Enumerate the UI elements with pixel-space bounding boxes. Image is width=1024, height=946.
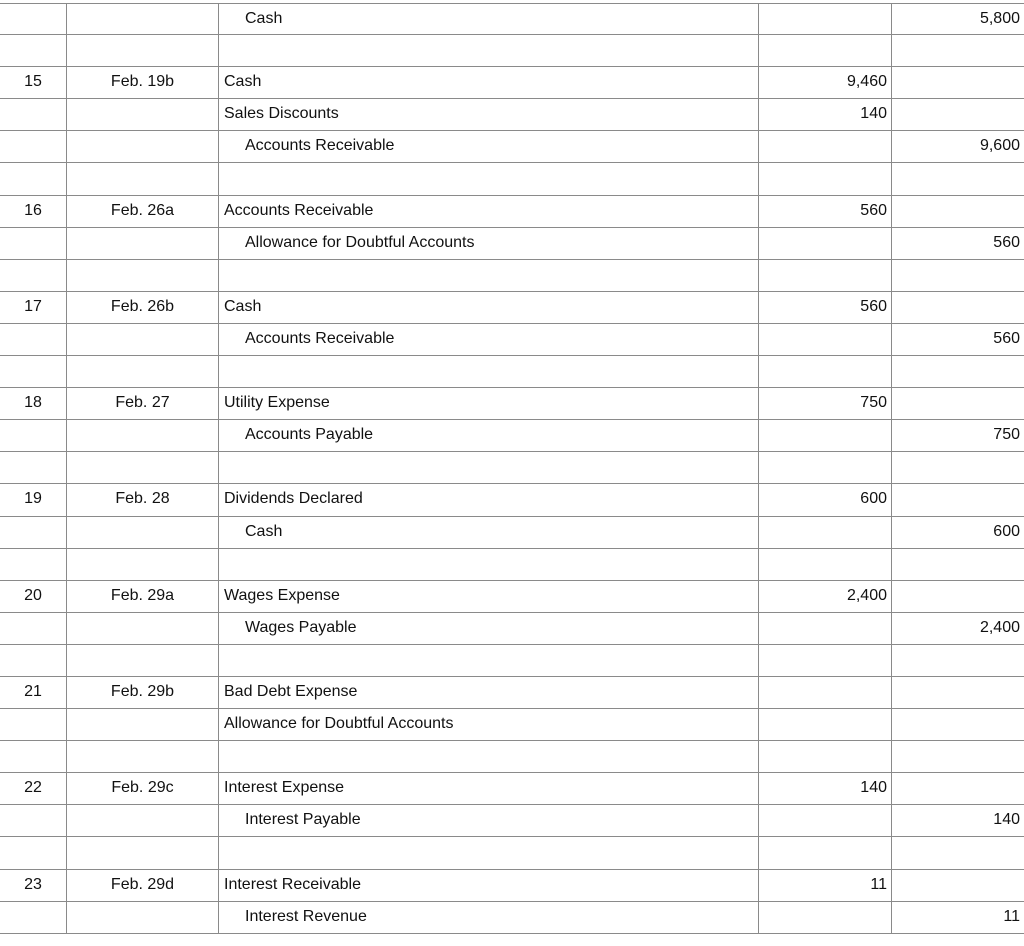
- debit-cell[interactable]: [759, 260, 892, 291]
- debit-cell[interactable]: [759, 228, 892, 259]
- table-row: [0, 452, 1024, 484]
- entry-number-cell[interactable]: [0, 805, 67, 836]
- credit-cell[interactable]: [892, 549, 1024, 580]
- entry-number-cell[interactable]: [0, 837, 67, 868]
- debit-cell[interactable]: 9,460: [759, 67, 892, 98]
- debit-cell[interactable]: 560: [759, 292, 892, 323]
- date-cell[interactable]: [67, 131, 219, 162]
- account-cell[interactable]: Utility Expense: [219, 388, 759, 419]
- account-cell[interactable]: Accounts Receivable: [219, 324, 759, 355]
- date-cell[interactable]: [67, 99, 219, 130]
- debit-cell[interactable]: [759, 902, 892, 933]
- table-row: [0, 581, 1024, 613]
- table-row: [0, 196, 1024, 228]
- account-cell[interactable]: Accounts Payable: [219, 420, 759, 451]
- account-cell[interactable]: [219, 163, 759, 194]
- date-cell[interactable]: Feb. 29b: [67, 677, 219, 708]
- entry-number-cell[interactable]: [0, 4, 67, 34]
- date-cell[interactable]: Feb. 19b: [67, 67, 219, 98]
- table-row: [0, 805, 1024, 837]
- entry-number-cell[interactable]: 21: [0, 677, 67, 708]
- table-row: [0, 677, 1024, 709]
- debit-cell[interactable]: [759, 131, 892, 162]
- credit-cell[interactable]: 600: [993, 522, 1020, 540]
- credit-cell[interactable]: 560: [993, 233, 1020, 251]
- entry-number-cell[interactable]: [0, 613, 67, 644]
- date-cell[interactable]: [67, 709, 219, 740]
- debit-cell[interactable]: [759, 677, 892, 708]
- table-row: [0, 870, 1024, 902]
- table-row: [0, 131, 1024, 163]
- entry-number-cell[interactable]: 16: [0, 196, 67, 227]
- account-cell[interactable]: [219, 35, 759, 66]
- debit-cell[interactable]: [759, 324, 892, 355]
- debit-cell[interactable]: [759, 645, 892, 676]
- credit-cell[interactable]: [892, 741, 1024, 772]
- entry-number-cell[interactable]: [0, 163, 67, 194]
- entry-number-cell[interactable]: [0, 517, 67, 548]
- debit-cell[interactable]: [759, 356, 892, 387]
- date-cell[interactable]: Feb. 26b: [67, 292, 219, 323]
- table-row: [0, 741, 1024, 773]
- debit-cell[interactable]: [759, 613, 892, 644]
- entry-number-cell[interactable]: [0, 741, 67, 772]
- entry-number-cell[interactable]: [0, 645, 67, 676]
- account-cell[interactable]: Interest Receivable: [219, 870, 759, 901]
- credit-cell[interactable]: [892, 709, 1024, 740]
- credit-cell[interactable]: [892, 99, 1024, 130]
- date-cell[interactable]: [67, 35, 219, 66]
- table-row: [0, 420, 1024, 452]
- date-cell[interactable]: [67, 837, 219, 868]
- debit-cell[interactable]: 560: [759, 196, 892, 227]
- credit-cell[interactable]: 750: [993, 426, 1020, 444]
- table-row: [0, 99, 1024, 131]
- credit-cell[interactable]: [892, 196, 1024, 227]
- entry-number-cell[interactable]: 15: [0, 67, 67, 98]
- account-cell[interactable]: Cash: [219, 292, 759, 323]
- entry-number-cell[interactable]: [0, 324, 67, 355]
- entry-number-cell[interactable]: [0, 452, 67, 483]
- debit-cell[interactable]: [759, 837, 892, 868]
- debit-cell[interactable]: [759, 35, 892, 66]
- credit-cell[interactable]: [892, 581, 1024, 612]
- debit-cell[interactable]: 11: [759, 870, 892, 901]
- debit-cell[interactable]: 140: [759, 773, 892, 804]
- date-cell[interactable]: [67, 228, 219, 259]
- credit-cell[interactable]: [892, 260, 1024, 291]
- entry-number-cell[interactable]: [0, 35, 67, 66]
- date-cell[interactable]: Feb. 29a: [67, 581, 219, 612]
- credit-cell[interactable]: [892, 677, 1024, 708]
- entry-number-cell[interactable]: [0, 228, 67, 259]
- account-cell[interactable]: Allowance for Doubtful Accounts: [219, 709, 759, 740]
- table-row: [0, 709, 1024, 741]
- debit-cell[interactable]: 140: [759, 99, 892, 130]
- credit-cell[interactable]: 560: [993, 329, 1020, 347]
- account-cell[interactable]: Dividends Declared: [219, 484, 759, 515]
- account-cell[interactable]: Cash: [219, 67, 759, 98]
- table-row: [0, 484, 1024, 516]
- debit-cell[interactable]: [759, 805, 892, 836]
- account-cell[interactable]: Interest Revenue: [219, 902, 759, 933]
- entry-number-cell[interactable]: 19: [0, 484, 67, 515]
- date-cell[interactable]: [67, 452, 219, 483]
- date-cell[interactable]: [67, 356, 219, 387]
- entry-number-cell[interactable]: [0, 420, 67, 451]
- credit-cell[interactable]: [892, 292, 1024, 323]
- account-cell[interactable]: Bad Debt Expense: [219, 677, 759, 708]
- table-row: [0, 902, 1024, 934]
- credit-cell[interactable]: [892, 870, 1024, 901]
- debit-cell[interactable]: 750: [759, 388, 892, 419]
- debit-cell[interactable]: [759, 549, 892, 580]
- date-cell[interactable]: Feb. 26a: [67, 196, 219, 227]
- account-cell[interactable]: Allowance for Doubtful Accounts: [219, 228, 759, 259]
- account-cell[interactable]: [219, 549, 759, 580]
- entry-number-cell[interactable]: [0, 131, 67, 162]
- debit-cell[interactable]: [759, 517, 892, 548]
- entry-number-cell[interactable]: 20: [0, 581, 67, 612]
- credit-cell[interactable]: 5,800: [979, 10, 1020, 27]
- table-row: [0, 228, 1024, 260]
- credit-cell[interactable]: [892, 356, 1024, 387]
- account-cell[interactable]: Wages Payable: [219, 613, 759, 644]
- table-row: [0, 388, 1024, 420]
- table-row: [0, 517, 1024, 549]
- entry-number-cell[interactable]: 17: [0, 292, 67, 323]
- date-cell[interactable]: Feb. 28: [67, 484, 219, 515]
- table-row: [0, 549, 1024, 581]
- date-cell[interactable]: [67, 902, 219, 933]
- date-cell[interactable]: [67, 324, 219, 355]
- account-cell[interactable]: Interest Payable: [219, 805, 759, 836]
- entry-number-cell[interactable]: 18: [0, 388, 67, 419]
- journal-table: [0, 3, 1024, 934]
- date-cell[interactable]: [67, 613, 219, 644]
- account-cell[interactable]: [219, 356, 759, 387]
- account-cell[interactable]: Accounts Receivable: [219, 196, 759, 227]
- credit-cell[interactable]: 2,400: [979, 618, 1020, 636]
- account-cell[interactable]: [219, 645, 759, 676]
- account-cell[interactable]: Cash: [219, 4, 759, 34]
- date-cell[interactable]: [67, 645, 219, 676]
- debit-cell[interactable]: [759, 452, 892, 483]
- account-cell[interactable]: [219, 260, 759, 291]
- debit-cell[interactable]: [759, 4, 892, 34]
- date-cell[interactable]: [67, 741, 219, 772]
- table-row: [0, 163, 1024, 195]
- table-row: [0, 613, 1024, 645]
- table-row: [0, 35, 1024, 67]
- date-cell[interactable]: [67, 805, 219, 836]
- date-cell[interactable]: [67, 420, 219, 451]
- account-cell[interactable]: Sales Discounts: [219, 99, 759, 130]
- table-row: [0, 3, 1024, 35]
- entry-number-cell[interactable]: [0, 549, 67, 580]
- account-cell[interactable]: Interest Expense: [219, 773, 759, 804]
- date-cell[interactable]: [67, 260, 219, 291]
- account-cell[interactable]: Accounts Receivable: [219, 131, 759, 162]
- credit-cell[interactable]: [892, 837, 1024, 868]
- entry-number-cell[interactable]: 23: [0, 870, 67, 901]
- table-row: [0, 324, 1024, 356]
- debit-cell[interactable]: [759, 163, 892, 194]
- date-cell[interactable]: [67, 4, 219, 34]
- account-cell[interactable]: [219, 837, 759, 868]
- table-row: [0, 260, 1024, 292]
- date-cell[interactable]: Feb. 29c: [67, 773, 219, 804]
- debit-cell[interactable]: [759, 709, 892, 740]
- credit-cell[interactable]: 11: [1003, 907, 1020, 925]
- account-cell[interactable]: [219, 741, 759, 772]
- debit-cell[interactable]: 2,400: [759, 581, 892, 612]
- entry-number-cell[interactable]: [0, 709, 67, 740]
- entry-number-cell[interactable]: [0, 356, 67, 387]
- entry-number-cell[interactable]: [0, 902, 67, 933]
- date-cell[interactable]: Feb. 29d: [67, 870, 219, 901]
- entry-number-cell[interactable]: [0, 99, 67, 130]
- table-row: [0, 292, 1024, 324]
- table-row: [0, 773, 1024, 805]
- table-row: [0, 837, 1024, 869]
- table-row: [0, 67, 1024, 99]
- credit-cell[interactable]: [892, 645, 1024, 676]
- entry-number-cell[interactable]: [0, 260, 67, 291]
- account-cell[interactable]: Cash: [219, 517, 759, 548]
- date-cell[interactable]: Feb. 27: [67, 388, 219, 419]
- debit-cell[interactable]: [759, 741, 892, 772]
- credit-cell[interactable]: [892, 773, 1024, 804]
- credit-cell[interactable]: [892, 484, 1024, 515]
- account-cell[interactable]: Wages Expense: [219, 581, 759, 612]
- credit-cell[interactable]: [892, 388, 1024, 419]
- debit-cell[interactable]: 600: [759, 484, 892, 515]
- table-row: [0, 645, 1024, 677]
- credit-cell[interactable]: [892, 163, 1024, 194]
- entry-number-cell[interactable]: 22: [0, 773, 67, 804]
- date-cell[interactable]: [67, 517, 219, 548]
- debit-cell[interactable]: [759, 420, 892, 451]
- account-cell[interactable]: [219, 452, 759, 483]
- credit-cell[interactable]: [892, 67, 1024, 98]
- credit-cell[interactable]: 140: [993, 811, 1020, 829]
- credit-cell[interactable]: [892, 35, 1024, 66]
- date-cell[interactable]: [67, 163, 219, 194]
- date-cell[interactable]: [67, 549, 219, 580]
- credit-cell[interactable]: [892, 452, 1024, 483]
- table-row: [0, 356, 1024, 388]
- credit-cell[interactable]: 9,600: [979, 137, 1020, 155]
